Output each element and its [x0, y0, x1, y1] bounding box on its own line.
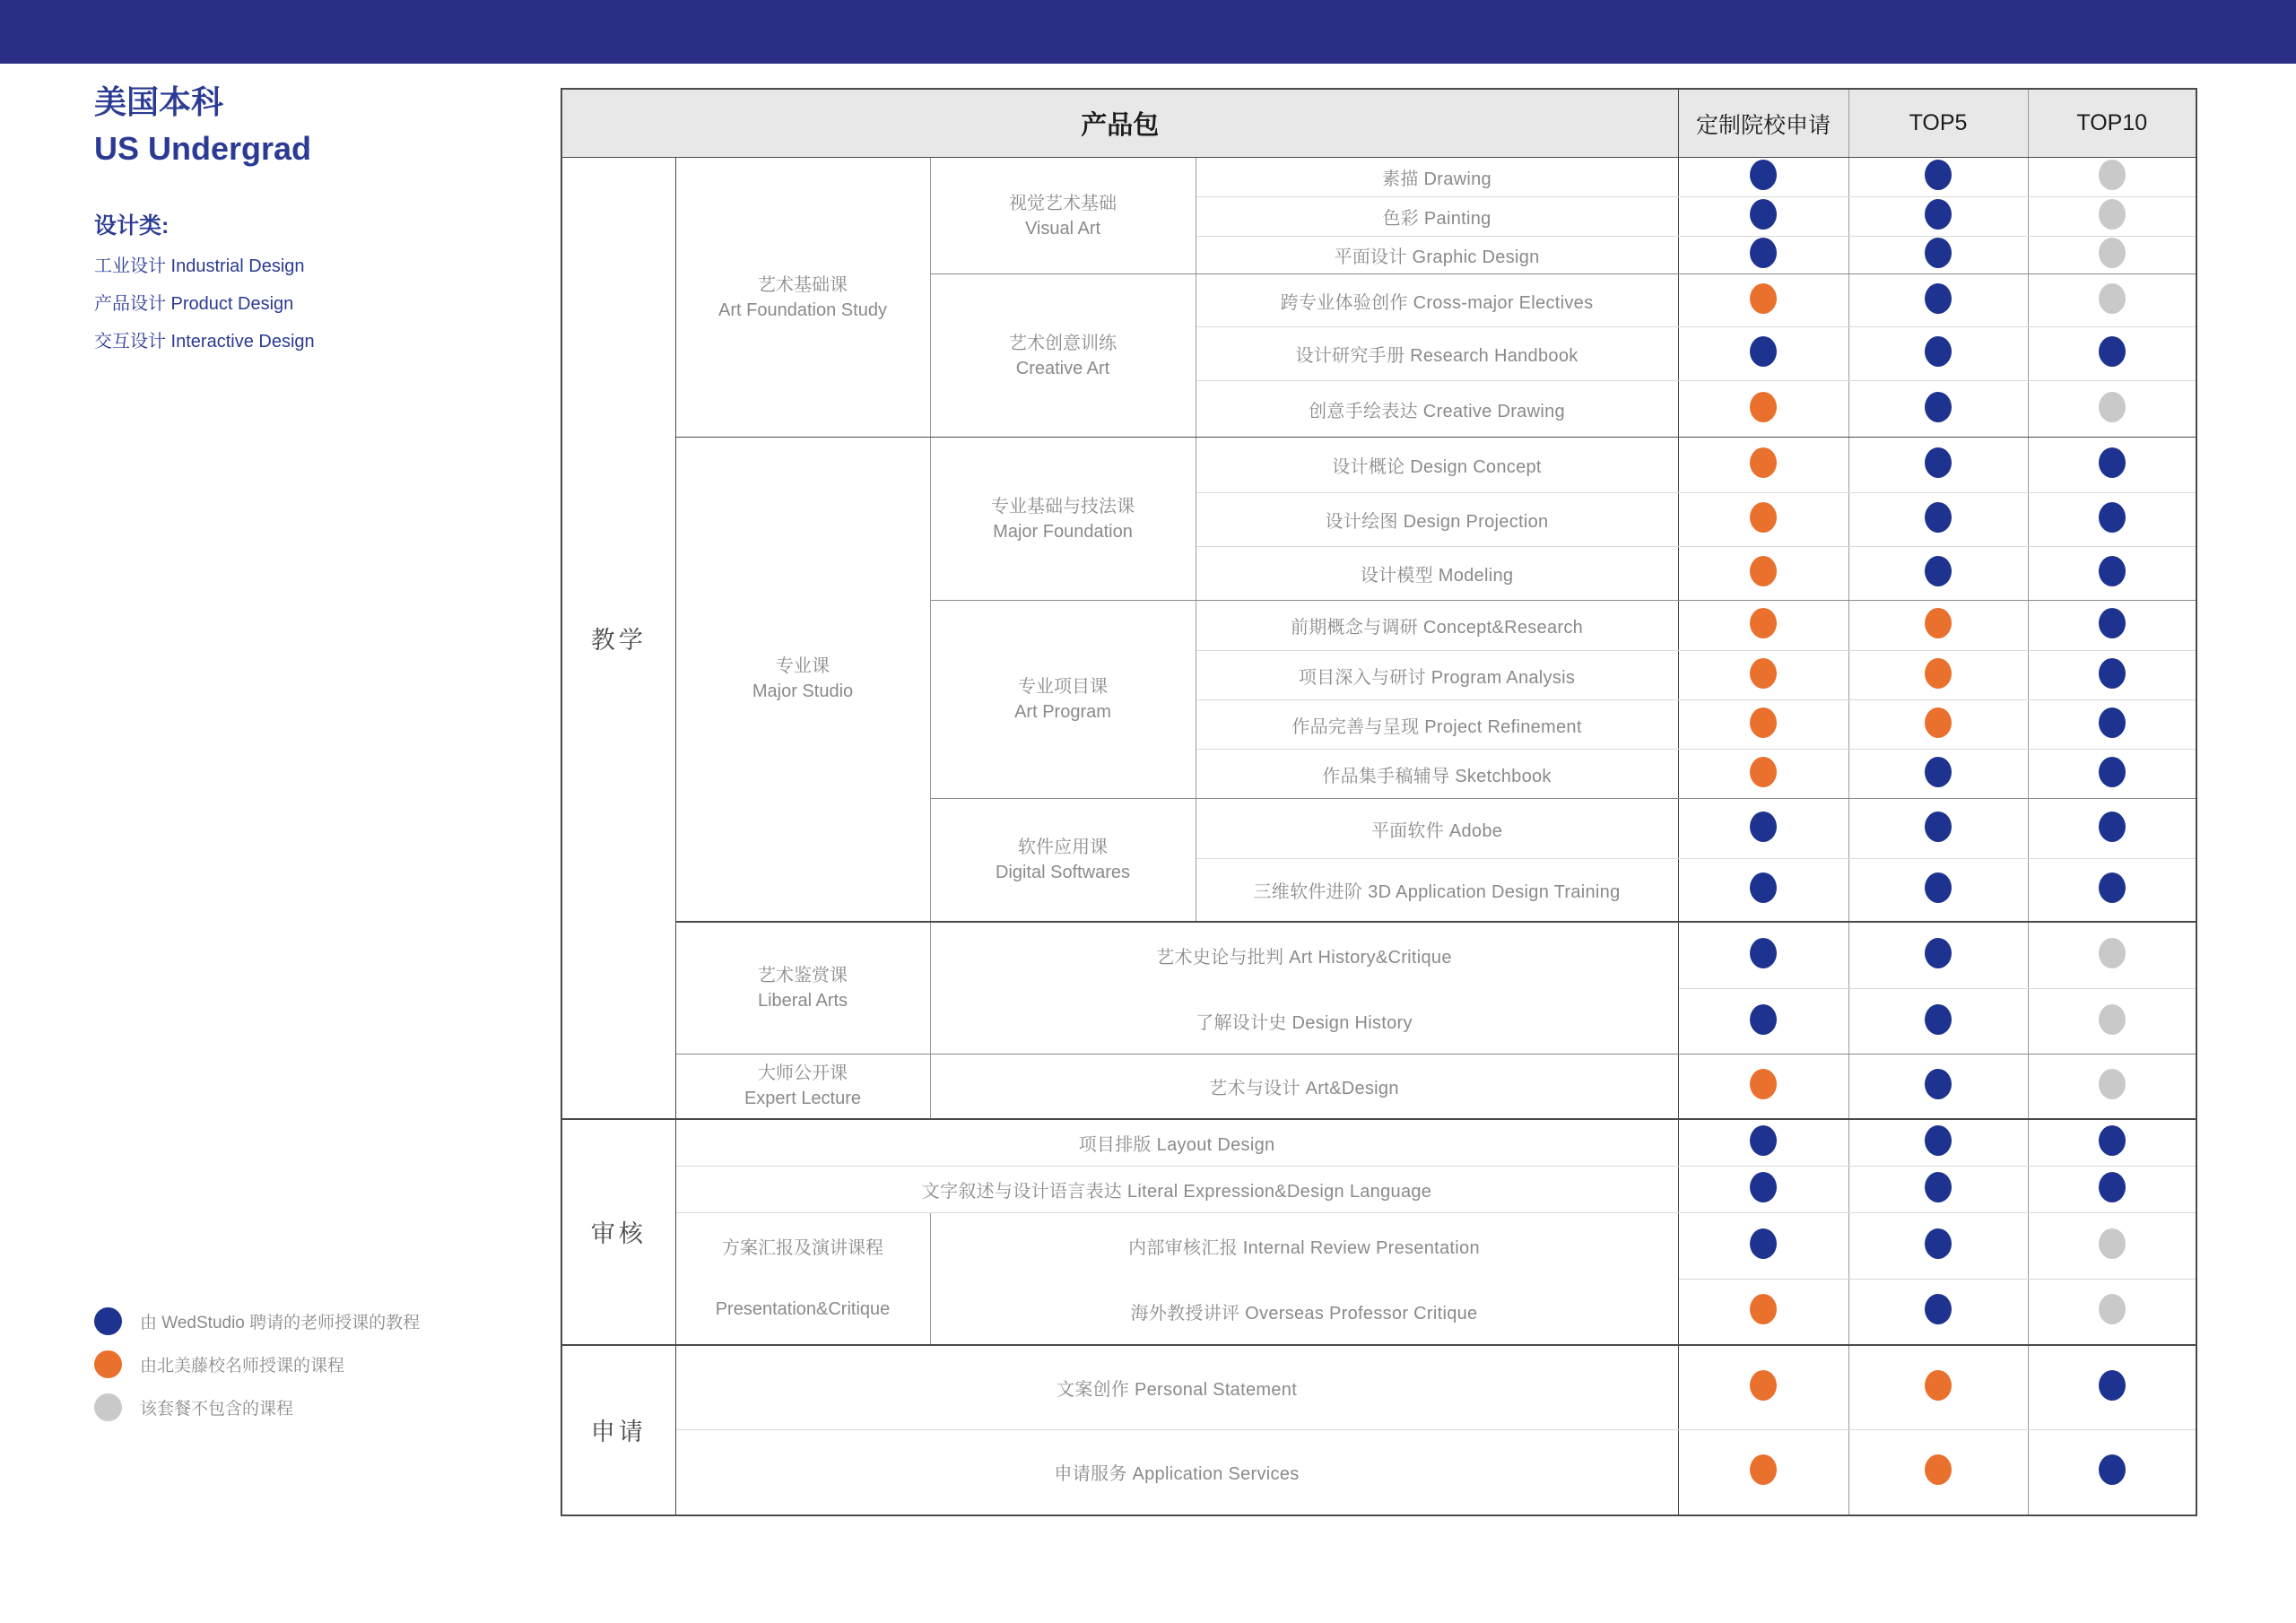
course-cell: 跨专业体验创作 Cross-major Electives	[1196, 274, 1678, 327]
dot-cell-custom	[1678, 547, 1848, 601]
dot-cell-top5	[1848, 700, 2028, 750]
dot-cell-top10	[2028, 438, 2196, 493]
dot-cell-custom	[1678, 1345, 1848, 1430]
legend-dot-gray-icon	[94, 1393, 122, 1421]
dot-cell-top10	[2028, 1213, 2196, 1280]
package-dot	[1925, 392, 1952, 422]
dot-cell-custom	[1678, 327, 1848, 381]
package-dot	[1925, 199, 1952, 230]
package-dot	[2099, 1069, 2126, 1099]
dot-cell-custom	[1678, 750, 1848, 799]
group-review: 审核	[561, 1119, 675, 1345]
package-dot	[2099, 392, 2126, 422]
package-dot	[2099, 707, 2126, 738]
dot-cell-custom	[1678, 1119, 1848, 1167]
package-dot	[1925, 238, 1952, 268]
dot-cell-custom	[1678, 989, 1848, 1055]
package-dot	[1750, 502, 1777, 533]
dot-cell-top5	[1848, 381, 2028, 438]
group-teaching: 教学	[561, 158, 675, 1119]
dot-cell-top10	[2028, 547, 2196, 601]
package-dot	[2099, 872, 2126, 903]
dot-cell-custom	[1678, 274, 1848, 327]
legend-item	[94, 1350, 420, 1378]
dot-cell-top5	[1848, 327, 2028, 381]
package-dot	[1925, 1370, 1952, 1401]
dot-cell-top5	[1848, 651, 2028, 700]
dot-cell-top10	[2028, 989, 2196, 1055]
course-cell: 文案创作 Personal Statement	[675, 1345, 1678, 1430]
dot-cell-top5	[1848, 1055, 2028, 1119]
top-brand-bar	[0, 0, 2296, 64]
package-dot	[1925, 556, 1952, 586]
dot-cell-top5	[1848, 1280, 2028, 1345]
design-category-item: 交互设计 Interactive Design	[94, 332, 315, 352]
dot-cell-top5	[1848, 547, 2028, 601]
package-dot	[1750, 658, 1777, 689]
package-dot	[1750, 938, 1777, 968]
course-cell: 设计概论 Design Concept	[1196, 438, 1678, 493]
category-liberal-arts: 艺术鉴赏课 Liberal Arts	[675, 922, 930, 1055]
dot-cell-top10	[2028, 197, 2196, 237]
course-cell: 色彩 Painting	[1196, 197, 1678, 237]
dot-cell-top10	[2028, 1167, 2196, 1213]
category-major-studio: 专业课 Major Studio	[675, 438, 930, 922]
dot-cell-custom	[1678, 700, 1848, 750]
package-dot	[1750, 812, 1777, 842]
dot-cell-top5	[1848, 799, 2028, 859]
dot-cell-custom	[1678, 651, 1848, 700]
package-dot	[2099, 238, 2126, 268]
package-dot	[1925, 812, 1952, 842]
dot-cell-custom	[1678, 1167, 1848, 1213]
dot-cell-custom	[1678, 438, 1848, 493]
package-dot	[1750, 160, 1777, 190]
package-dot	[2099, 812, 2126, 842]
dot-cell-custom	[1678, 859, 1848, 922]
dot-cell-top5	[1848, 989, 2028, 1055]
package-dot	[2099, 1370, 2126, 1401]
package-dot	[1750, 1172, 1777, 1202]
package-dot	[1925, 502, 1952, 533]
package-dot	[1750, 872, 1777, 903]
package-dot	[1925, 1294, 1952, 1324]
course-cell: 设计模型 Modeling	[1196, 547, 1678, 601]
subcategory-visual-art: 视觉艺术基础 Visual Art	[930, 158, 1196, 274]
dot-cell-custom	[1678, 1430, 1848, 1515]
dot-cell-top5	[1848, 1345, 2028, 1430]
header-product-package: 产品包	[561, 89, 1678, 158]
package-dot	[1750, 1228, 1777, 1259]
package-dot	[2099, 658, 2126, 689]
subcategory-creative-art: 艺术创意训练 Creative Art	[930, 274, 1196, 438]
dot-cell-top10	[2028, 859, 2196, 922]
package-dot	[1925, 1228, 1952, 1259]
dot-cell-top5	[1848, 158, 2028, 197]
page-title-zh: 美国本科	[94, 83, 224, 120]
dot-cell-custom	[1678, 381, 1848, 438]
course-cell: 文字叙述与设计语言表达 Literal Expression&Design Language	[675, 1167, 1678, 1213]
package-comparison-table	[561, 88, 2197, 1516]
package-dot	[1925, 757, 1952, 787]
dot-cell-top10	[2028, 651, 2196, 700]
package-dot	[1750, 392, 1777, 422]
package-dot	[1925, 1125, 1952, 1156]
dot-cell-top10	[2028, 750, 2196, 799]
course-cell: 设计研究手册 Research Handbook	[1196, 327, 1678, 381]
package-dot	[1750, 283, 1777, 314]
package-dot	[1925, 707, 1952, 738]
package-dot	[2099, 502, 2126, 533]
course-cell: 内部审核汇报 Internal Review Presentation	[930, 1213, 1678, 1280]
package-dot	[2099, 938, 2126, 968]
subcategory-major-foundation: 专业基础与技法课 Major Foundation	[930, 438, 1196, 601]
package-dot	[2099, 556, 2126, 586]
course-cell: 创意手绘表达 Creative Drawing	[1196, 381, 1678, 438]
package-dot	[1925, 1004, 1952, 1035]
package-dot	[1750, 1370, 1777, 1401]
package-dot	[1925, 872, 1952, 903]
course-cell: 艺术史论与批判 Art History&Critique	[930, 922, 1678, 989]
legend-label: 由北美藤校名师授课的课程	[140, 1357, 345, 1376]
package-dot	[1750, 757, 1777, 787]
package-dot	[1925, 608, 1952, 638]
header-top10: TOP10	[2028, 89, 2196, 158]
category-art-foundation: 艺术基础课 Art Foundation Study	[675, 158, 930, 438]
course-cell: 海外教授讲评 Overseas Professor Critique	[930, 1280, 1678, 1345]
package-dot	[2099, 1004, 2126, 1035]
dot-cell-custom	[1678, 158, 1848, 197]
package-dot	[2099, 283, 2126, 314]
package-dot	[1750, 447, 1777, 478]
package-dot	[2099, 160, 2126, 190]
dot-cell-custom	[1678, 799, 1848, 859]
package-dot	[1750, 1454, 1777, 1485]
package-dot	[1750, 199, 1777, 230]
package-dot	[2099, 1172, 2126, 1202]
package-dot	[2099, 336, 2126, 367]
course-cell: 了解设计史 Design History	[930, 989, 1678, 1055]
package-dot	[1750, 336, 1777, 367]
dot-cell-custom	[1678, 1213, 1848, 1280]
course-cell: 作品完善与呈现 Project Refinement	[1196, 700, 1678, 750]
package-dot	[1925, 336, 1952, 367]
legend-label: 由 WedStudio 聘请的老师授课的教程	[140, 1314, 421, 1332]
design-category-item: 产品设计 Product Design	[94, 294, 294, 314]
legend-label: 该套餐不包含的课程	[140, 1400, 294, 1419]
package-dot	[1750, 1125, 1777, 1156]
dot-cell-top10	[2028, 1055, 2196, 1119]
page-title-en: US Undergrad	[94, 130, 312, 167]
legend	[94, 1307, 420, 1436]
dot-cell-top10	[2028, 601, 2196, 651]
course-cell: 作品集手稿辅导 Sketchbook	[1196, 750, 1678, 799]
legend-dot-navy-icon	[94, 1307, 122, 1335]
course-cell: 项目深入与研讨 Program Analysis	[1196, 651, 1678, 700]
dot-cell-top5	[1848, 750, 2028, 799]
package-dot	[2099, 1125, 2126, 1156]
dot-cell-top5	[1848, 237, 2028, 274]
dot-cell-top5	[1848, 493, 2028, 547]
package-dot	[2099, 199, 2126, 230]
dot-cell-top10	[2028, 158, 2196, 197]
dot-cell-top10	[2028, 1280, 2196, 1345]
course-cell: 平面软件 Adobe	[1196, 799, 1678, 859]
dot-cell-top10	[2028, 1345, 2196, 1430]
dot-cell-top5	[1848, 859, 2028, 922]
header-custom-application: 定制院校申请	[1678, 89, 1848, 158]
course-cell: 三维软件进阶 3D Application Design Training	[1196, 859, 1678, 922]
course-cell: 素描 Drawing	[1196, 158, 1678, 197]
dot-cell-top5	[1848, 1430, 2028, 1515]
dot-cell-top5	[1848, 1119, 2028, 1167]
course-cell: 项目排版 Layout Design	[675, 1119, 1678, 1167]
dot-cell-top10	[2028, 700, 2196, 750]
package-dot	[1750, 608, 1777, 638]
package-dot	[1750, 238, 1777, 268]
header-top5: TOP5	[1848, 89, 2028, 158]
package-dot	[1750, 556, 1777, 586]
design-category-item: 工业设计 Industrial Design	[94, 256, 305, 276]
package-dot	[1925, 283, 1952, 314]
legend-dot-orange-icon	[94, 1350, 122, 1378]
dot-cell-top5	[1848, 197, 2028, 237]
dot-cell-top10	[2028, 922, 2196, 989]
dot-cell-top10	[2028, 1119, 2196, 1167]
package-dot	[2099, 608, 2126, 638]
course-cell: 艺术与设计 Art&Design	[930, 1055, 1678, 1119]
package-dot	[1925, 1454, 1952, 1485]
course-cell: 平面设计 Graphic Design	[1196, 237, 1678, 274]
dot-cell-top5	[1848, 438, 2028, 493]
subcategory-art-program: 专业项目课 Art Program	[930, 601, 1196, 799]
course-cell: 设计绘图 Design Projection	[1196, 493, 1678, 547]
dot-cell-top10	[2028, 1430, 2196, 1515]
dot-cell-custom	[1678, 237, 1848, 274]
dot-cell-custom	[1678, 1055, 1848, 1119]
package-dot	[1750, 1069, 1777, 1099]
legend-item	[94, 1393, 420, 1421]
subcategory-digital-softwares: 软件应用课 Digital Softwares	[930, 799, 1196, 922]
package-dot	[1750, 1004, 1777, 1035]
dot-cell-custom	[1678, 197, 1848, 237]
course-cell: 申请服务 Application Services	[675, 1430, 1678, 1515]
dot-cell-custom	[1678, 922, 1848, 989]
category-presentation-critique: 方案汇报及演讲课程 Presentation&Critique	[675, 1213, 930, 1345]
dot-cell-top5	[1848, 1167, 2028, 1213]
package-dot	[1925, 938, 1952, 968]
package-dot	[1925, 160, 1952, 190]
dot-cell-top5	[1848, 274, 2028, 327]
sidebar	[94, 79, 525, 353]
dot-cell-custom	[1678, 601, 1848, 651]
dot-cell-top10	[2028, 493, 2196, 547]
category-expert-lecture: 大师公开课 Expert Lecture	[675, 1055, 930, 1119]
dot-cell-custom	[1678, 493, 1848, 547]
package-dot	[2099, 1454, 2126, 1485]
dot-cell-top10	[2028, 237, 2196, 274]
group-application: 申请	[561, 1345, 675, 1515]
package-dot	[1925, 1172, 1952, 1202]
dot-cell-top5	[1848, 1213, 2028, 1280]
dot-cell-top10	[2028, 381, 2196, 438]
dot-cell-custom	[1678, 1280, 1848, 1345]
dot-cell-top5	[1848, 922, 2028, 989]
dot-cell-top10	[2028, 327, 2196, 381]
package-dot	[1925, 658, 1952, 689]
legend-item	[94, 1307, 420, 1335]
dot-cell-top10	[2028, 799, 2196, 859]
package-dot	[1925, 447, 1952, 478]
package-dot	[2099, 1294, 2126, 1324]
package-dot	[1750, 1294, 1777, 1324]
package-dot	[2099, 447, 2126, 478]
package-dot	[2099, 757, 2126, 787]
dot-cell-top10	[2028, 274, 2196, 327]
design-category-heading: 设计类:	[94, 213, 170, 239]
package-dot	[1750, 707, 1777, 738]
course-cell: 前期概念与调研 Concept&Research	[1196, 601, 1678, 651]
dot-cell-top5	[1848, 601, 2028, 651]
package-dot	[2099, 1228, 2126, 1259]
package-dot	[1925, 1069, 1952, 1099]
